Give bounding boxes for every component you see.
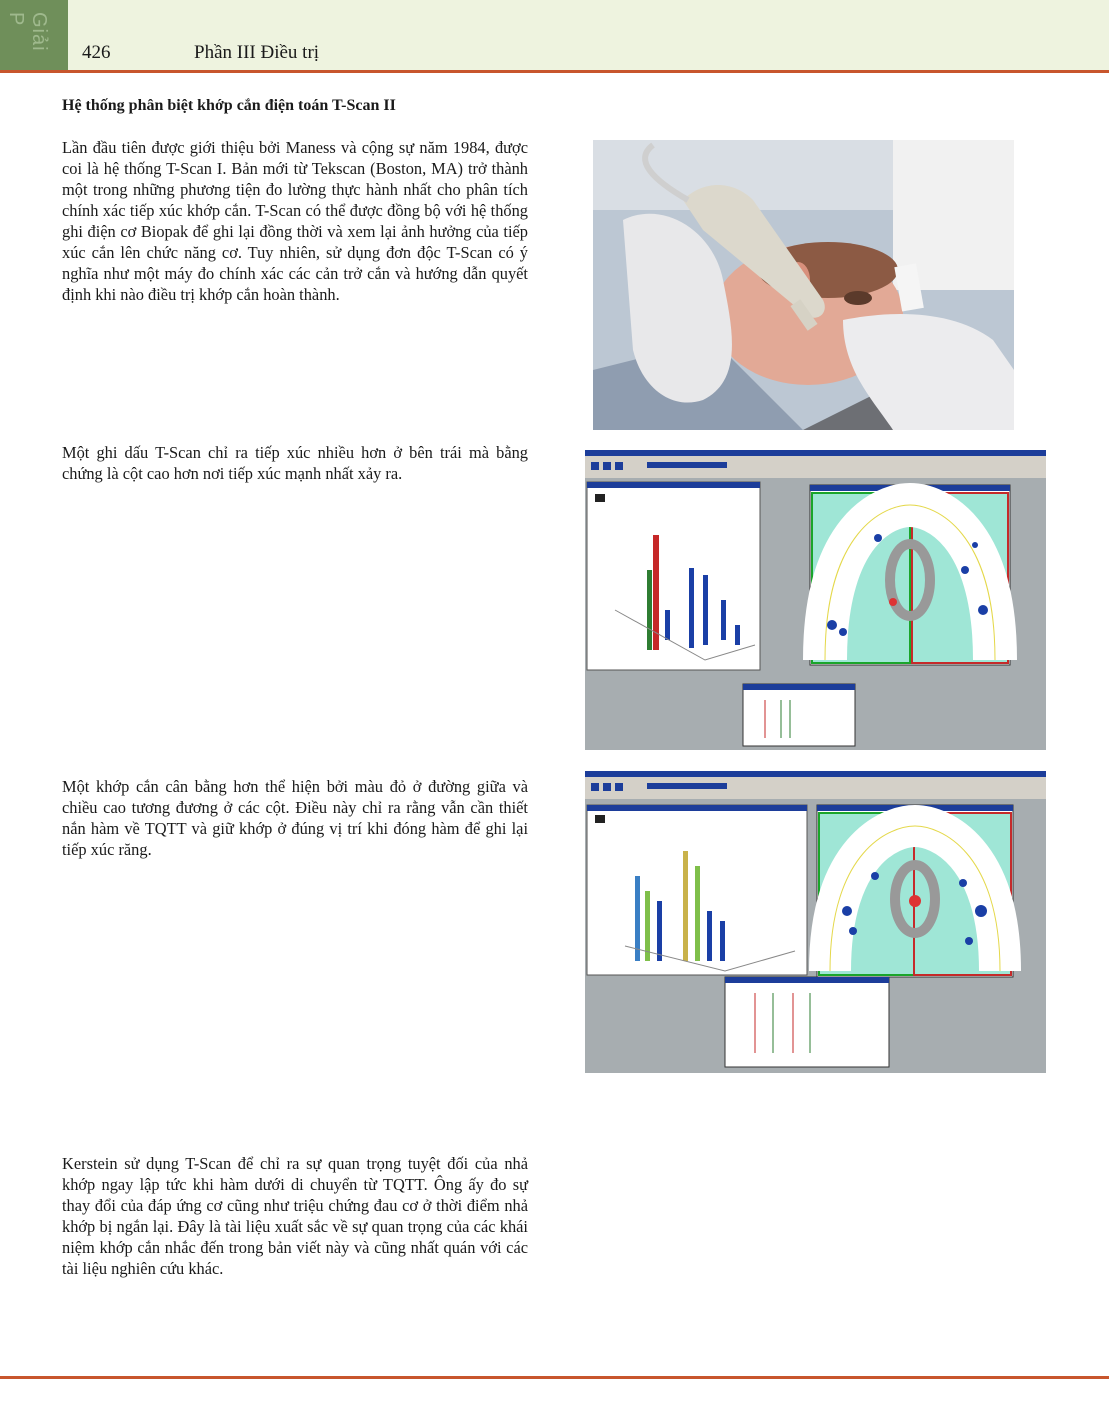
tscan-clinical-photo bbox=[593, 140, 1014, 430]
paragraph-figure-1: Một ghi dấu T-Scan chỉ ra tiếp xúc nhiều hơn ở bên trái mà bằng chứng là cột cao hơn nơi tiếp xúc mạnh nhất xảy ra. bbox=[62, 443, 528, 483]
tscan-screenshot-left-contact bbox=[585, 450, 1046, 750]
side-tab bbox=[0, 0, 68, 70]
paragraph-intro: Lần đầu tiên được giới thiệu bởi Maness và cộng sự năm 1984, được coi là hệ thống T-Scan I. Bản mới từ Tekscan (Boston, MA) trở thành một trong những phương tiện đo lường thực hành nhất cho phân tích chính xác tiếp xúc khớp cắn. T-Scan có thể được đồng bộ với hệ thống ghi điện cơ Biopak để ghi lại đồng thời và xem lại ảnh hưởng của tiếp xúc cắn lên chức năng cơ. Tuy nhiên, sử dụng đơn độc T-Scan có ý nghĩa như một máy đo chính xác các cản trở cắn và hướng dẫn quyết định khi nào điều trị khớp cắn hoàn thành. bbox=[62, 138, 528, 304]
page-header bbox=[0, 0, 1109, 70]
header-rule bbox=[0, 70, 1109, 73]
footer-rule bbox=[0, 1376, 1109, 1379]
section-title: Hệ thống phân biệt khớp cắn điện toán T-Scan II bbox=[62, 97, 396, 114]
tscan-screenshot-balanced bbox=[585, 771, 1046, 1073]
side-tab-label: Giải P bbox=[5, 12, 50, 52]
paragraph-kerstein: Kerstein sử dụng T-Scan để chỉ ra sự quan trọng tuyệt đối của nhả khớp ngay lập tức khi hàm dưới di chuyển từ TQTT. Ông ấy đo sự thay đổi của đáp ứng cơ cũng như triệu chứng đau cơ ở thời điểm nhả khớp bị ngắn lại. Đây là tài liệu xuất sắc về sự quan trọng của các khái niệm khớp cắn nhắc đến trong bản viết này và cũng nhất quán với các tài liệu nghiên cứu khác. bbox=[62, 1154, 528, 1278]
chapter-title: Phần III Điều trị bbox=[194, 42, 320, 63]
page-number: 426 bbox=[82, 42, 111, 63]
paragraph-figure-2: Một khớp cắn cân bằng hơn thể hiện bởi màu đỏ ở đường giữa và chiều cao tương đương ở các cột. Điều này chỉ ra rằng vẫn cần thiết nắn hàm về TQTT và giữ khớp ở đúng vị trí khi đóng hàm để ghi lại tiếp xúc răng. bbox=[62, 777, 528, 859]
